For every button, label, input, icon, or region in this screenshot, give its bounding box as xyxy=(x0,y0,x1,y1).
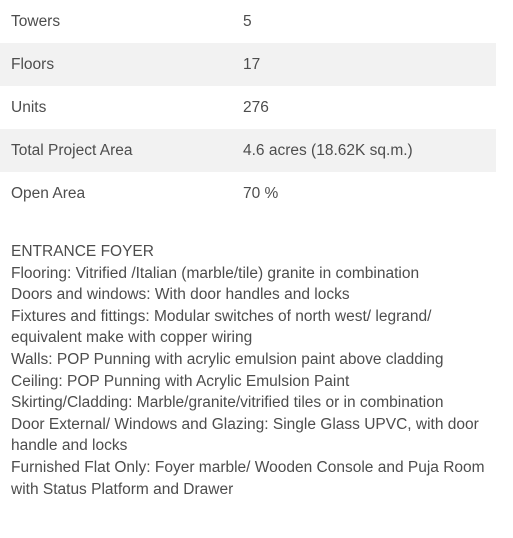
details-line-furnished-flat: Furnished Flat Only: Foyer marble/ Wooden Console and Puja Room with Status Platform and Drawer xyxy=(11,458,485,498)
details-line-fixtures: Fixtures and fittings: Modular switches of north west/ legrand/ equivalent make with copper wiring xyxy=(11,307,432,347)
spec-value: 5 xyxy=(243,12,252,30)
spec-row-open-area xyxy=(0,172,496,215)
details-line-flooring: Flooring: Vitrified /Italian (marble/tile) granite in combination xyxy=(11,264,420,282)
spec-row-units xyxy=(0,86,496,129)
spec-row-total-project-area xyxy=(0,129,496,172)
details-line-door-external: Door External/ Windows and Glazing: Single Glass UPVC, with door handle and locks xyxy=(11,415,479,455)
details-line-doors-windows: Doors and windows: With door handles and locks xyxy=(11,286,350,304)
spec-row-towers xyxy=(0,0,496,43)
spec-label: Total Project Area xyxy=(11,141,133,159)
details-line-walls: Walls: POP Punning with acrylic emulsion paint above cladding xyxy=(11,350,444,368)
spec-value: 70 % xyxy=(243,184,279,202)
spec-label: Floors xyxy=(11,55,55,73)
details-heading: ENTRANCE FOYER xyxy=(11,243,154,260)
spec-label: Open Area xyxy=(11,184,86,202)
entrance-foyer-details xyxy=(11,241,496,500)
project-specs-table xyxy=(0,0,496,215)
details-line-skirting: Skirting/Cladding: Marble/granite/vitrified tiles or in combination xyxy=(11,394,444,412)
spec-value: 276 xyxy=(243,98,269,116)
spec-value: 4.6 acres (18.62K sq.m.) xyxy=(243,141,413,159)
details-line-ceiling: Ceiling: POP Punning with Acrylic Emulsion Paint xyxy=(11,372,350,390)
spec-label: Towers xyxy=(11,12,61,30)
spec-row-floors xyxy=(0,43,496,86)
spec-value: 17 xyxy=(243,55,261,73)
spec-label: Units xyxy=(11,98,47,116)
